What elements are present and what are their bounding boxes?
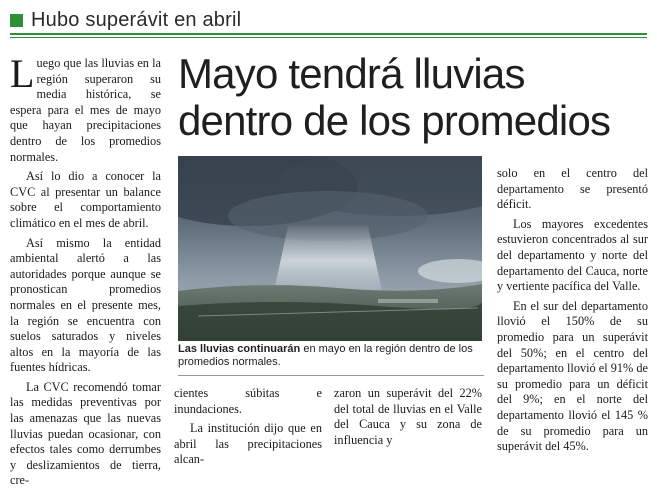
paragraph: solo en el centro del departamento se presentó déficit. xyxy=(497,166,648,212)
paragraph: La institución dijo que en abril las precipitaciones alcan- xyxy=(174,421,322,467)
caption-divider xyxy=(178,375,484,376)
rain-clouds-landscape-photo xyxy=(178,156,482,341)
paragraph-text: uego que las lluvias en la región superaron su media histórica, se espera para el mes de mayo que hayan precipitaciones dentro de los promedios normales. xyxy=(10,56,161,164)
paragraph: La CVC recomendó tomar las medidas preventivas por las amenazas que las nuevas lluvias puedan ocasionar, con efectos tales como derrumbes y deslizamientos de tierra, cre- xyxy=(10,379,161,488)
headline-line-2: dentro de los promedios xyxy=(178,97,611,144)
kicker-text: Hubo superávit en abril xyxy=(31,8,242,31)
article-column-3 xyxy=(334,386,482,452)
caption-bold: Las lluvias continuarán xyxy=(178,343,301,355)
drop-cap: L xyxy=(10,51,35,96)
paragraph xyxy=(10,51,161,165)
headline-line-1: Mayo tendrá lluvias xyxy=(178,50,525,97)
article-column-4 xyxy=(497,166,648,459)
headline xyxy=(178,50,648,144)
green-square-icon xyxy=(10,14,23,27)
section-kicker xyxy=(10,8,241,32)
photo-caption xyxy=(178,343,484,369)
article-column-2 xyxy=(174,386,322,472)
paragraph: Los mayores excedentes estuvieron concentrados al sur del departamento y norte del departamento del Cauca, norte y vertiente pacífica del Valle. xyxy=(497,216,648,294)
paragraph: Así mismo la entidad ambiental alertó a las autoridades porque aunque se pronostican promedios normales en el presente mes, la región se encuentra con suelos saturados y niveles altos en la mayoría de las fuentes hídricas. xyxy=(10,235,161,375)
paragraph: Así lo dio a conocer la CVC al presentar un balance sobre el comportamiento climático en el mes de abril. xyxy=(10,169,161,230)
paragraph: cientes súbitas e inundaciones. xyxy=(174,386,322,416)
paragraph: zaron un superávit del 22% del total de lluvias en el Valle del Cauca y su zona de influencia y xyxy=(334,386,482,447)
article-column-1 xyxy=(10,51,161,493)
paragraph: En el sur del departamento llovió el 150% de su promedio para un superávit del 50%; en el centro del departamento llovió el 91% de su promedio para un déficit del 9%; en el norte del departamento llovió el 145 % de su promedio para un superávit del 45%. xyxy=(497,298,648,454)
kicker-rule xyxy=(10,33,647,35)
kicker-rule-thin xyxy=(10,37,647,38)
caption-text: en mayo en la región dentro de los promedios normales. xyxy=(178,343,473,368)
